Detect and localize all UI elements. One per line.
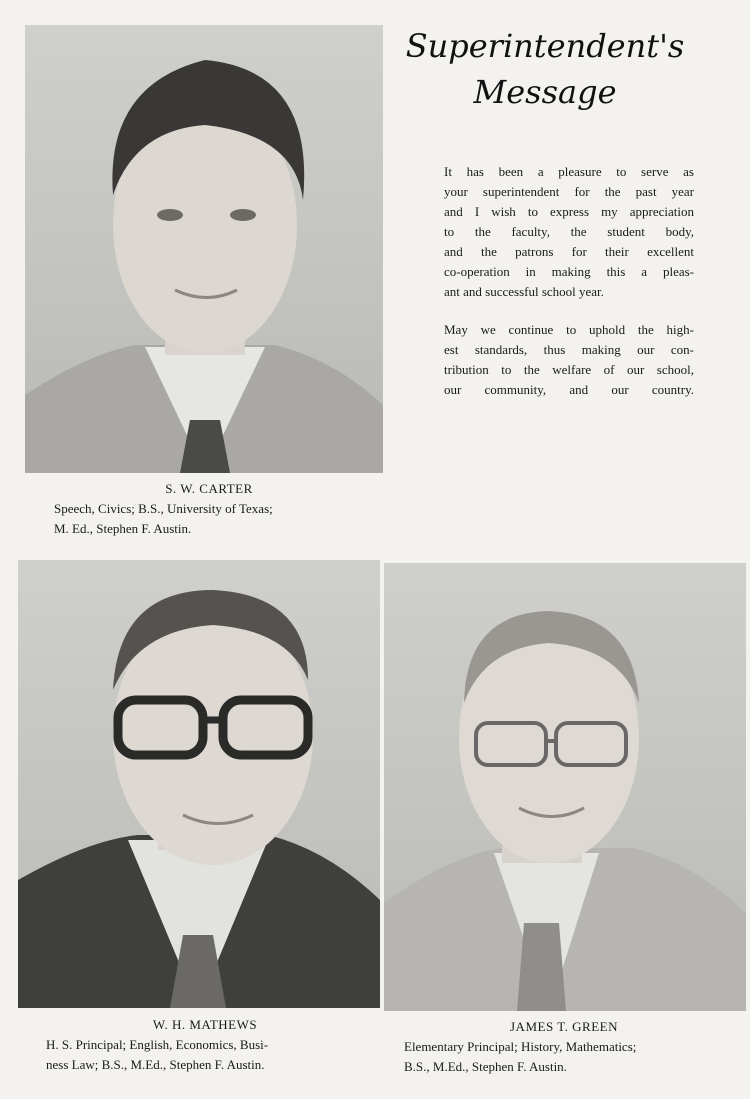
message-line: your superintendent for the past year (444, 184, 694, 199)
person-name-mathews: W. H. MATHEWS (152, 1017, 258, 1032)
message-title-line1: Superintendent's (405, 27, 685, 65)
message-line: and I wish to express my appreciation (444, 204, 694, 219)
portrait-carter (25, 25, 383, 473)
message-line: It has been a pleasure to serve as (444, 164, 694, 179)
message-line: co-operation in making this a pleas- (444, 264, 694, 279)
portrait-green (384, 563, 746, 1011)
person-details-line: B.S., M.Ed., Stephen F. Austin. (404, 1059, 567, 1074)
person-details-line: Speech, Civics; B.S., University of Texas; (54, 501, 273, 516)
message-paragraph-2 (444, 320, 694, 400)
person-details-line: Elementary Principal; History, Mathematics; (404, 1039, 637, 1054)
message-line: May we continue to uphold the high- (444, 322, 694, 337)
person-name-green: JAMES T. GREEN (510, 1019, 618, 1034)
person-name-carter: S. W. CARTER (165, 481, 253, 496)
message-line: est standards, thus making our con- (444, 342, 694, 357)
caption-mathews (46, 1015, 364, 1075)
person-details-line: H. S. Principal; English, Economics, Busi- (46, 1037, 269, 1052)
caption-green (404, 1017, 724, 1077)
portrait-mathews-graphic (18, 560, 380, 1008)
portrait-green-graphic (384, 563, 746, 1011)
message-line: to the faculty, the student body, (444, 224, 694, 239)
message-paragraph-1 (444, 162, 694, 302)
message-line: our community, and our country. (444, 382, 694, 397)
message-line: and the patrons for their excellent (444, 244, 694, 259)
person-details-line: M. Ed., Stephen F. Austin. (54, 521, 192, 536)
message-line: tribution to the welfare of our school, (444, 362, 694, 377)
portrait-mathews (18, 560, 380, 1008)
message-line: ant and successful school year. (444, 284, 604, 299)
caption-carter (54, 479, 364, 539)
person-details-line: ness Law; B.S., M.Ed., Stephen F. Austin. (46, 1057, 265, 1072)
portrait-carter-graphic (25, 25, 383, 473)
message-title-line2: Message (473, 73, 617, 111)
